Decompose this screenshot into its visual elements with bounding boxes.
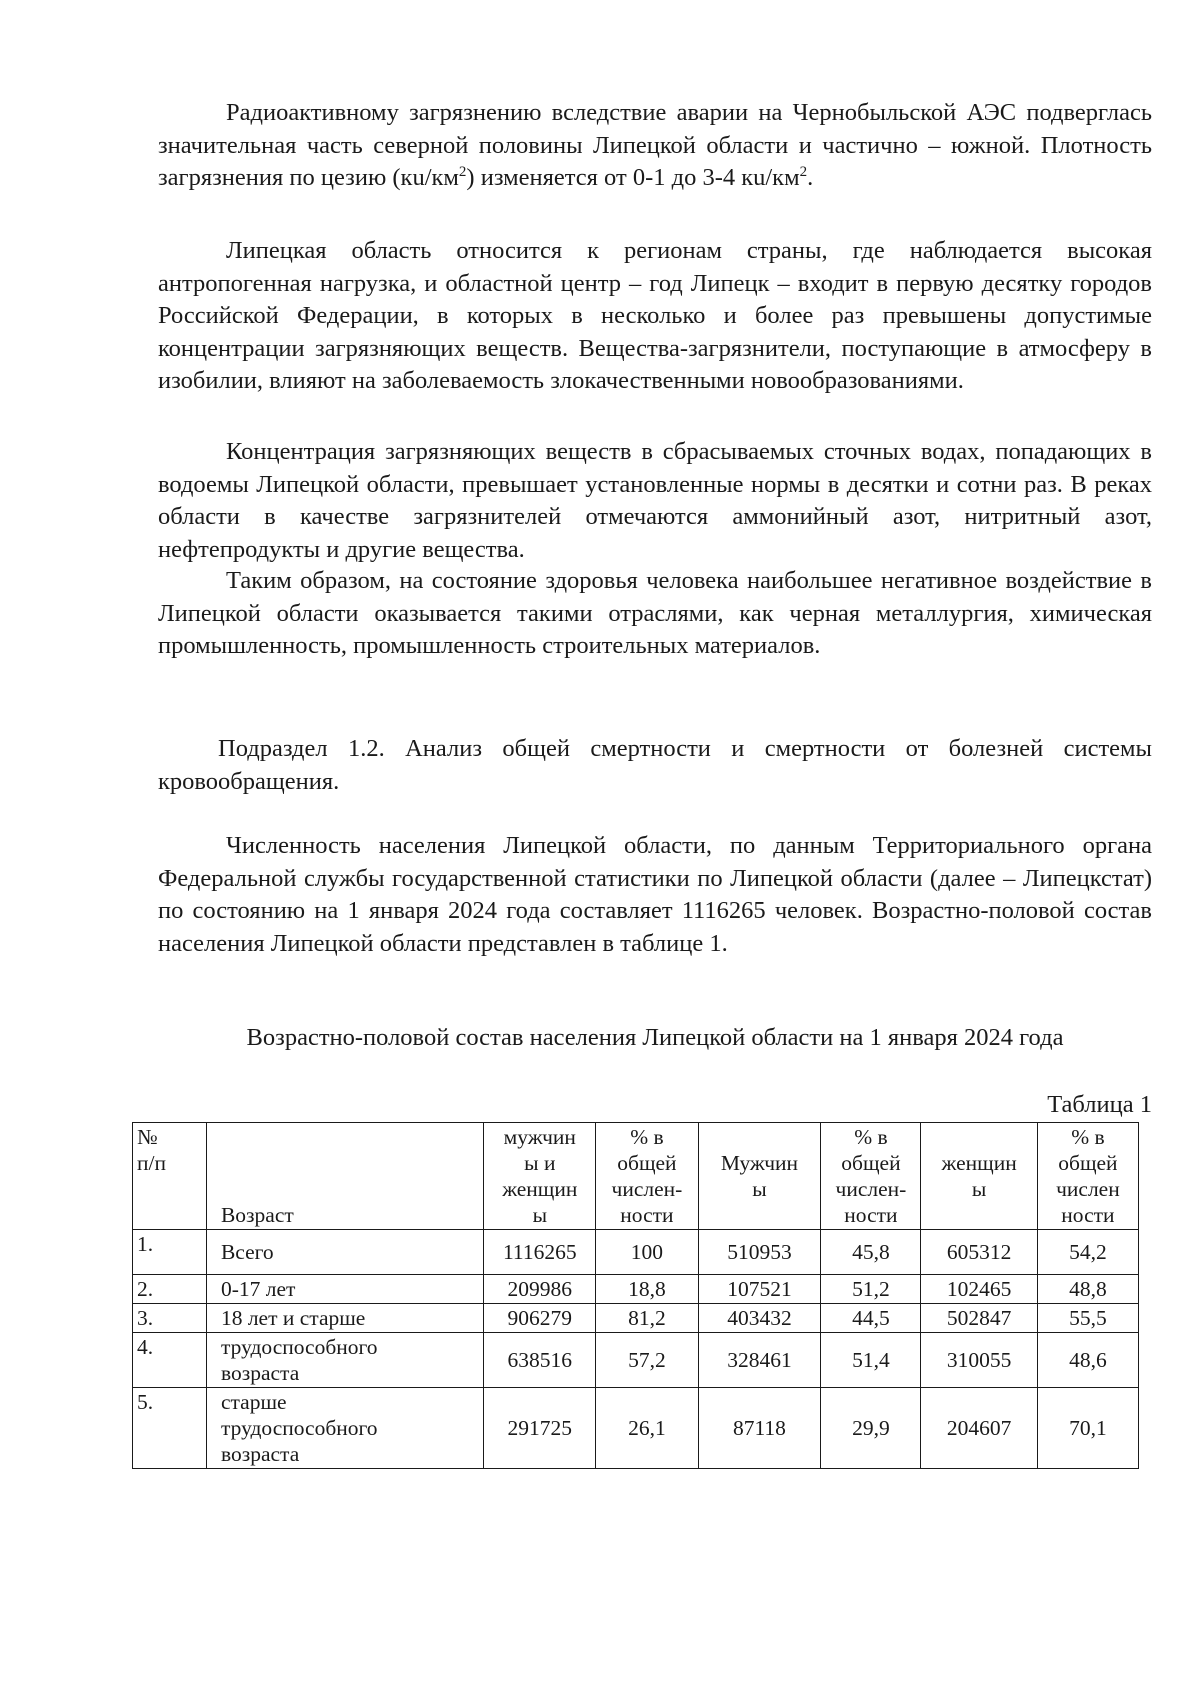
- paragraph-text: .: [807, 164, 814, 191]
- population-table: [132, 1122, 1139, 1469]
- table-row: [133, 1333, 1139, 1388]
- cell-pct-total: 57,2: [596, 1333, 698, 1388]
- header-line: числен-: [835, 1177, 907, 1201]
- paragraph-wastewater: Концентрация загрязняющих веществ в сбрасываемых сточных водах, попадающих в водоемы Липецкой области, превышает установленные нормы в десятки и сотни раз. В реках области в качестве загрязнителей отмечаются аммонийный азот, нитритный азот, нефтепродукты и другие вещества.: [158, 438, 1152, 563]
- cell-women: 502847: [921, 1304, 1037, 1333]
- cell-men: 510953: [698, 1230, 821, 1275]
- header-line: % в: [630, 1125, 664, 1149]
- age-line: трудоспособного: [220, 1335, 378, 1359]
- cell-women: 204607: [921, 1388, 1037, 1469]
- paragraph-text: Радиоактивному загрязнению вследствие аварии на Чернобыльской АЭС подверглась значительная часть северной половины Липецкой области и частично – южной. Плотность загрязнения по цезию (кu/км: [158, 99, 1152, 191]
- age-line: трудоспособного: [220, 1416, 378, 1440]
- header-line: % в: [854, 1125, 888, 1149]
- cell-pct-total: 18,8: [596, 1275, 698, 1304]
- age-line: возраста: [220, 1442, 300, 1466]
- cell-total: 209986: [484, 1275, 596, 1304]
- table-row: [133, 1275, 1139, 1304]
- paragraph-anthropogenic-load: Липецкая область относится к регионам страны, где наблюдается высокая антропогенная нагрузка, и областной центр – год Липецк – входит в первую десятку городов Российской Федерации, в которых в несколько и более раз превышены допустимые концентрации загрязняющих веществ. Вещества-загрязнители, поступающие в атмосферу в изобилии, влияют на заболеваемость злокачественными новообразованиями.: [158, 237, 1152, 394]
- table-caption: Возрастно-половой состав населения Липецкой области на 1 января 2024 года: [246, 1024, 1064, 1051]
- header-line: мужчин: [503, 1125, 576, 1149]
- cell-pct-total: 100: [596, 1230, 698, 1275]
- age-line: Всего: [220, 1240, 274, 1264]
- header-line: ности: [1061, 1203, 1115, 1227]
- cell-total: 1116265: [484, 1230, 596, 1275]
- cell-pct-men: 45,8: [821, 1230, 921, 1275]
- cell-pct-women: 48,6: [1037, 1333, 1138, 1388]
- header-line: Мужчин: [720, 1151, 799, 1175]
- row-age-group: [206, 1230, 483, 1275]
- row-age-group: [206, 1275, 483, 1304]
- cell-pct-men: 29,9: [821, 1388, 921, 1469]
- header-line: ности: [844, 1203, 898, 1227]
- paragraph-conclusion: Таким образом, на состояние здоровья человека наибольшее негативное воздействие в Липецкой области оказывается такими отраслями, как черная металлургия, химическая промышленность, промышленность строительных материалов.: [158, 567, 1152, 659]
- cell-women: 102465: [921, 1275, 1037, 1304]
- age-line: 0-17 лет: [220, 1277, 296, 1301]
- row-number: 4.: [133, 1333, 207, 1388]
- cell-men: 403432: [698, 1304, 821, 1333]
- header-line: ности: [620, 1203, 674, 1227]
- header-line: числен-: [611, 1177, 683, 1201]
- header-pct-men: [821, 1123, 921, 1230]
- cell-men: 107521: [698, 1275, 821, 1304]
- table-header-row: [133, 1123, 1139, 1230]
- header-line: числен: [1056, 1177, 1120, 1201]
- superscript: 2: [458, 163, 467, 180]
- header-age: Возраст: [206, 1123, 483, 1230]
- cell-pct-women: 55,5: [1037, 1304, 1138, 1333]
- cell-pct-women: 48,8: [1037, 1275, 1138, 1304]
- subsection-heading: Подраздел 1.2. Анализ общей смертности и смертности от болезней системы кровообращения.: [158, 735, 1152, 795]
- row-age-group: [206, 1304, 483, 1333]
- header-no: [133, 1123, 207, 1230]
- header-pct-women: [1037, 1123, 1138, 1230]
- header-line: общей: [841, 1151, 901, 1175]
- cell-total: 906279: [484, 1304, 596, 1333]
- row-number: 2.: [133, 1275, 207, 1304]
- cell-total: 291725: [484, 1388, 596, 1469]
- cell-pct-total: 26,1: [596, 1388, 698, 1469]
- cell-men: 328461: [698, 1333, 821, 1388]
- row-number: 1.: [133, 1230, 207, 1275]
- row-age-group: [206, 1333, 483, 1388]
- age-line: старше: [220, 1390, 287, 1414]
- table-label: Таблица 1: [1047, 1091, 1152, 1118]
- age-line: возраста: [220, 1361, 300, 1385]
- header-line: ы и: [524, 1151, 556, 1175]
- header-line: общей: [1058, 1151, 1118, 1175]
- header-men: [698, 1123, 821, 1230]
- header-line: п/п: [137, 1151, 166, 1175]
- header-line: ы: [971, 1177, 987, 1201]
- cell-total: 638516: [484, 1333, 596, 1388]
- row-number: 5.: [133, 1388, 207, 1469]
- paragraph-chernobyl: [158, 97, 1152, 195]
- cell-pct-total: 81,2: [596, 1304, 698, 1333]
- table-row: [133, 1230, 1139, 1275]
- cell-pct-women: 70,1: [1037, 1388, 1138, 1469]
- table-row: [133, 1304, 1139, 1333]
- header-line: №: [137, 1125, 158, 1149]
- table-row: [133, 1388, 1139, 1469]
- row-number: 3.: [133, 1304, 207, 1333]
- superscript: 2: [799, 163, 808, 180]
- header-line: ы: [532, 1203, 548, 1227]
- header-total: [484, 1123, 596, 1230]
- header-line: общей: [617, 1151, 677, 1175]
- header-line: ы: [752, 1177, 767, 1201]
- cell-pct-men: 51,2: [821, 1275, 921, 1304]
- paragraph-population: Численность населения Липецкой области, по данным Территориального органа Федеральной службы государственной статистики по Липецкой области (далее – Липецкстат) по состоянию на 1 января 2024 года составляет 1116265 человек. Возрастно-половой состав населения Липецкой области представлен в таблице 1.: [158, 832, 1152, 957]
- header-women: [921, 1123, 1037, 1230]
- age-line: 18 лет и старше: [220, 1306, 366, 1330]
- header-line: женщин: [502, 1177, 578, 1201]
- header-line: % в: [1071, 1125, 1105, 1149]
- cell-women: 605312: [921, 1230, 1037, 1275]
- cell-pct-men: 44,5: [821, 1304, 921, 1333]
- cell-women: 310055: [921, 1333, 1037, 1388]
- header-pct-total: [596, 1123, 698, 1230]
- paragraph-text: ) изменяется от 0-1 до 3-4 кu/км: [466, 164, 800, 191]
- cell-men: 87118: [698, 1388, 821, 1469]
- cell-pct-men: 51,4: [821, 1333, 921, 1388]
- row-age-group: [206, 1388, 483, 1469]
- header-line: женщин: [941, 1151, 1017, 1175]
- cell-pct-women: 54,2: [1037, 1230, 1138, 1275]
